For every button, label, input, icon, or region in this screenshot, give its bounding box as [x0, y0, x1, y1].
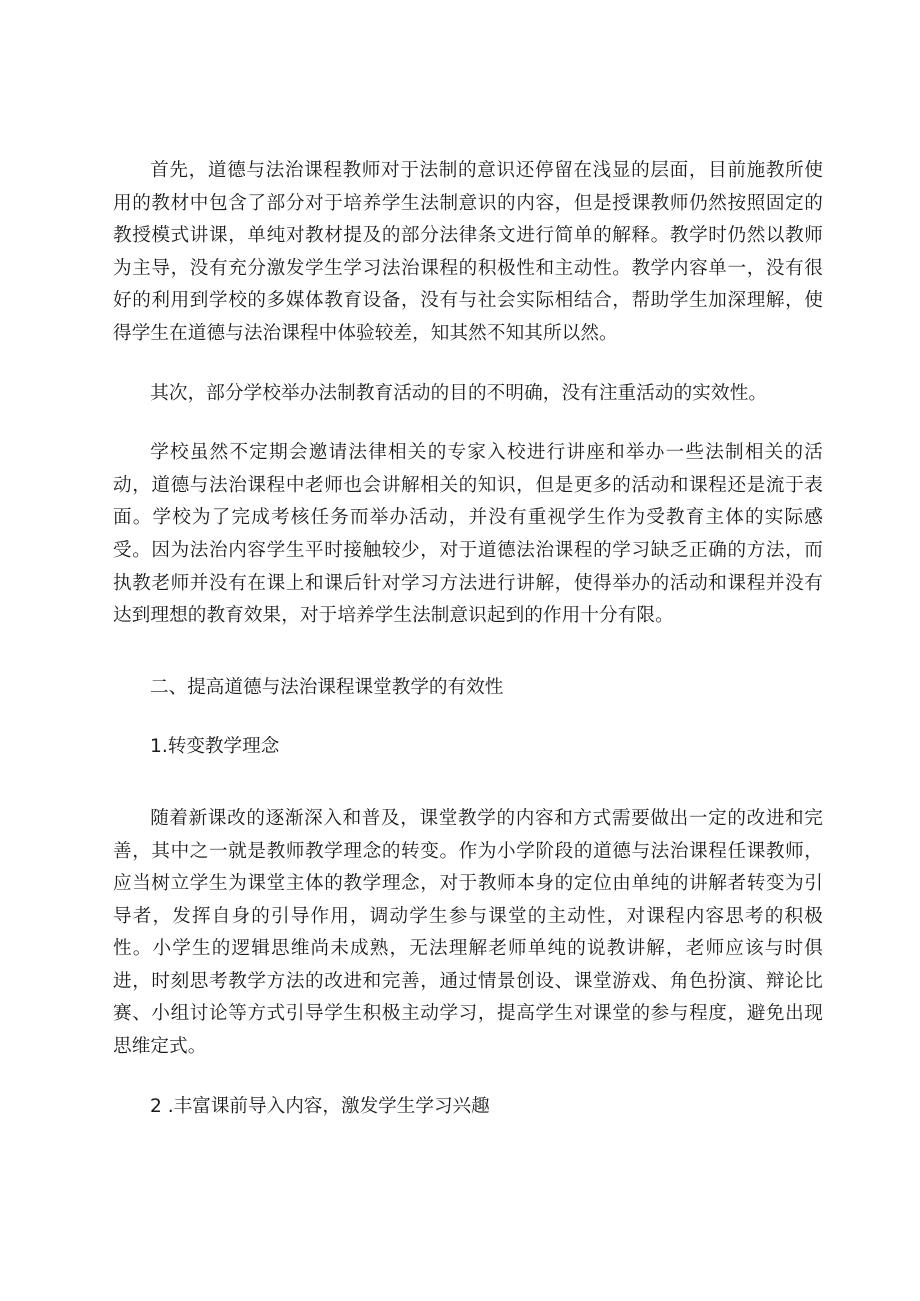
subheading-2: 2 .丰富课前导入内容，激发学生学习兴趣	[150, 1095, 490, 1117]
paragraph-activity-purpose: 其次，部分学校举办法制教育活动的目的不明确，没有注重活动的实效性。	[150, 382, 768, 404]
document-body	[113, 155, 823, 1123]
paragraph-school-activities: 学校虽然不定期会邀请法律相关的专家入校进行讲座和举办一些法制相关的活动，道德与法治课程中老师也会讲解相关的知识，但是更多的活动和课程还是流于表面。学校为了完成考核任务而举办活动，并没有重视学生作为受教育主体的实际感受。因为法治内容学生平时接触较少，对于道德法治课程的学习缺乏正确的方法，而执教老师并没有在课上和课后针对学习方法进行讲解，使得举办的活动和课程并没有达到理想的教育效果，对于培养学生法制意识起到的作用十分有限。	[113, 442, 823, 627]
paragraph-teacher-awareness: 首先，道德与法治课程教师对于法制的意识还停留在浅显的层面，目前施教所使用的教材中包含了部分对于培养学生法制意识的内容，但是授课教师仍然按照固定的教授模式讲课，单纯对教材提及的部分法律条文进行简单的解释。教学时仍然以教师为主导，没有充分激发学生学习法治课程的积极性和主动性。教学内容单一，没有很好的利用到学校的多媒体教育设备，没有与社会实际相结合，帮助学生加深理解，使得学生在道德与法治课程中体验较差，知其然不知其所以然。	[113, 160, 823, 344]
paragraph-teaching-concept: 随着新课改的逐渐深入和普及，课堂教学的内容和方式需要做出一定的改进和完善，其中之一就是教师教学理念的转变。作为小学阶段的道德与法治课程任课教师，应当树立学生为课堂主体的教学理念，对于教师本身的定位由单纯的讲解者转变为引导者，发挥自身的引导作用，调动学生参与课堂的主动性，对课程内容思考的积极性。小学生的逻辑思维尚未成熟，无法理解老师单纯的说教讲解，老师应该与时俱进，时刻思考教学方法的改进和完善，通过情景创设、课堂游戏、角色扮演、辩论比赛、小组讨论等方式引导学生积极主动学习，提高学生对课堂的参与程度，避免出现思维定式。	[113, 807, 823, 1058]
subheading-1: 1.转变教学理念	[150, 736, 280, 758]
section-heading-2: 二、提高道德与法治课程课堂教学的有效性	[150, 676, 504, 698]
